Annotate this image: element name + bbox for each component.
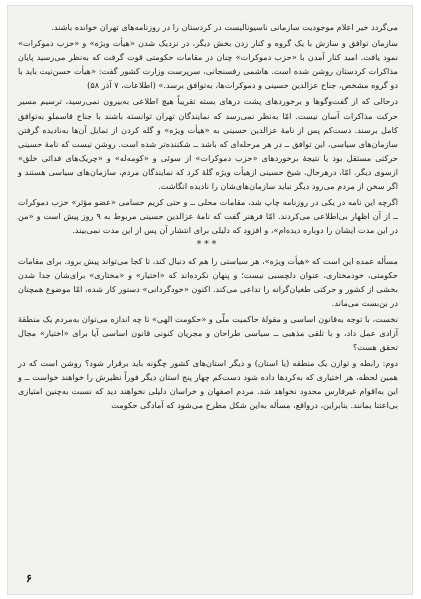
paragraph-5: مسأله عمده این است که «هیأت ویژه»، هر سیاستی را هم که دنبال کند، تا کجا می‌تواند پیش برود. برای مقامات حکومتی، خودمختاری، عنوان دلچسبی نیست؛ و پنهان نکرده‌اند که «اختیار» و «مختاری» برای‌شان جدا شدن بخشی از کشور و حرکتی طغیان‌گرانه را تداعی می‌کند. اکنون «خودگردانی» دستور کار شده، امّا موضوع همچنان در بن‌بست می‌ماند. xyxy=(18,255,398,308)
paragraph-7: دوم: رابطه و توازن یک منطقه (یا استان) و دیگر استان‌های کشور چگونه باید برقرار شود؟ روشن است که در همین لحظه، هر اختیاری که به‌کردها داده شود دست‌کم چهار پنج استان دیگر فوراً نظیرش را خواهند خواست ــ و این به‌اقوام غیرفارس محدود نخواهد شد. مردم اصفهان و خراسان دلیلی نخواهند دید که نسبت به‌چنین امتیازی بی‌اعتنا بمانند. بنابراین، درواقع، مسأله به‌این شکل مطرح می‌شود که آمادگی حکومت xyxy=(18,358,398,411)
paragraph-3: درحالی که از گفت‌وگوها و برخوردهای پشت درهای بسته تقریباً هیچ اطلاعی به‌بیرون نمی‌رسید، ترسیم مسیر حرکت مذاکرات آسان نیست. امّا به‌نظر نمی‌رسد که نمایندگان تهران توانسته باشند با جناح قاسملو به‌توافق کامل برسند. دست‌کم پس از نامهٔ عزالدین حسینی به «هیأت ویژه» و گله کردن از تمایل آن‌ها به‌نادیده گرفتن سازمان‌های سیاسی، این توافق ــ در هر مرحله‌ای که باشد ــ شکننده‌تر شده است. روشن نیست که نامهٔ حسینی حرکتی مستقل بود یا نتیجهٔ برخوردهای «حزب دموکرات» از سوئی و «کومه‌له» و «چریک‌های فدائی خلق» ازسوی دیگر. امّا، درهرحال، شیخ حسینی ازهیأت ویژه گلهٔ کرد که نمایندگان مردم، سازمان‌های سیاسی هستند و اگر سخن از مردم می‌رود دیگر نباید سازمان‌های‌شان را نادیده انگاشت. xyxy=(18,96,398,192)
body-text xyxy=(18,20,398,413)
paragraph-4: اگرچه این نامه در یکی در روزنامه چاپ شد، مقامات محلی ــ و حتی کریم حسامی «عضو مؤثر» حزب دموکرات ــ از آن اظهار بی‌اطلاعی می‌کردند. امّا فرهنر گفت که نامهٔ عزالدین حسینی مربوط به ۹ روز پیش است و «من در این مدت ایشان را دوباره دیده‌ام»، و افزود که دلیلی برای انتشار آن پس از این مدت نمی‌بیند. xyxy=(18,197,398,236)
page-number: ۶ xyxy=(26,572,32,585)
paragraph-1: می‌گردد خیر اعلام موجودیت سازمانی ناسیونالیست در کردستان را در روزنامه‌های تهران خوانده باشند. xyxy=(51,22,398,32)
section-separator: *** xyxy=(196,240,220,251)
document-page xyxy=(8,6,412,594)
paragraph-2: سازمان توافق و سازش با یک گروه و کنار زدن بخش دیگر، در نزدیک شدن «هیأت ویژه» و «حزب دموکرات» نمود یافت. امید کنار آمدن با «حزب دموکرات» چنان در مقامات حکومتی قوت گرفت که به‌نظر می‌رسید پایان مذاکرات کردستان روشن شده است. هاشمی رفسنجانی، سرپرست وزارت کشور گفت: «هیأت حسن‌نیت باید با دو گروه مشخص، جناح عزالدین حسینی و دموکرات‌ها، به‌توافق برسد.» (اطلاعات، ۷ آذر ۵۸) xyxy=(18,38,398,91)
paragraph-6: نخست، با توجه به‌قانون اساسی و مقولهٔ حاکمیت ملّی و «حکومت الهی» تا چه اندازه می‌توان به‌مردم یک منطقهٔ آزادی عمل داد، و با تلقی مذهبی ــ سیاسی طراحان و مجریان کنونی قانون اساسی آیا برای «اختیار» مجال تحقق هست؟ xyxy=(18,313,398,353)
